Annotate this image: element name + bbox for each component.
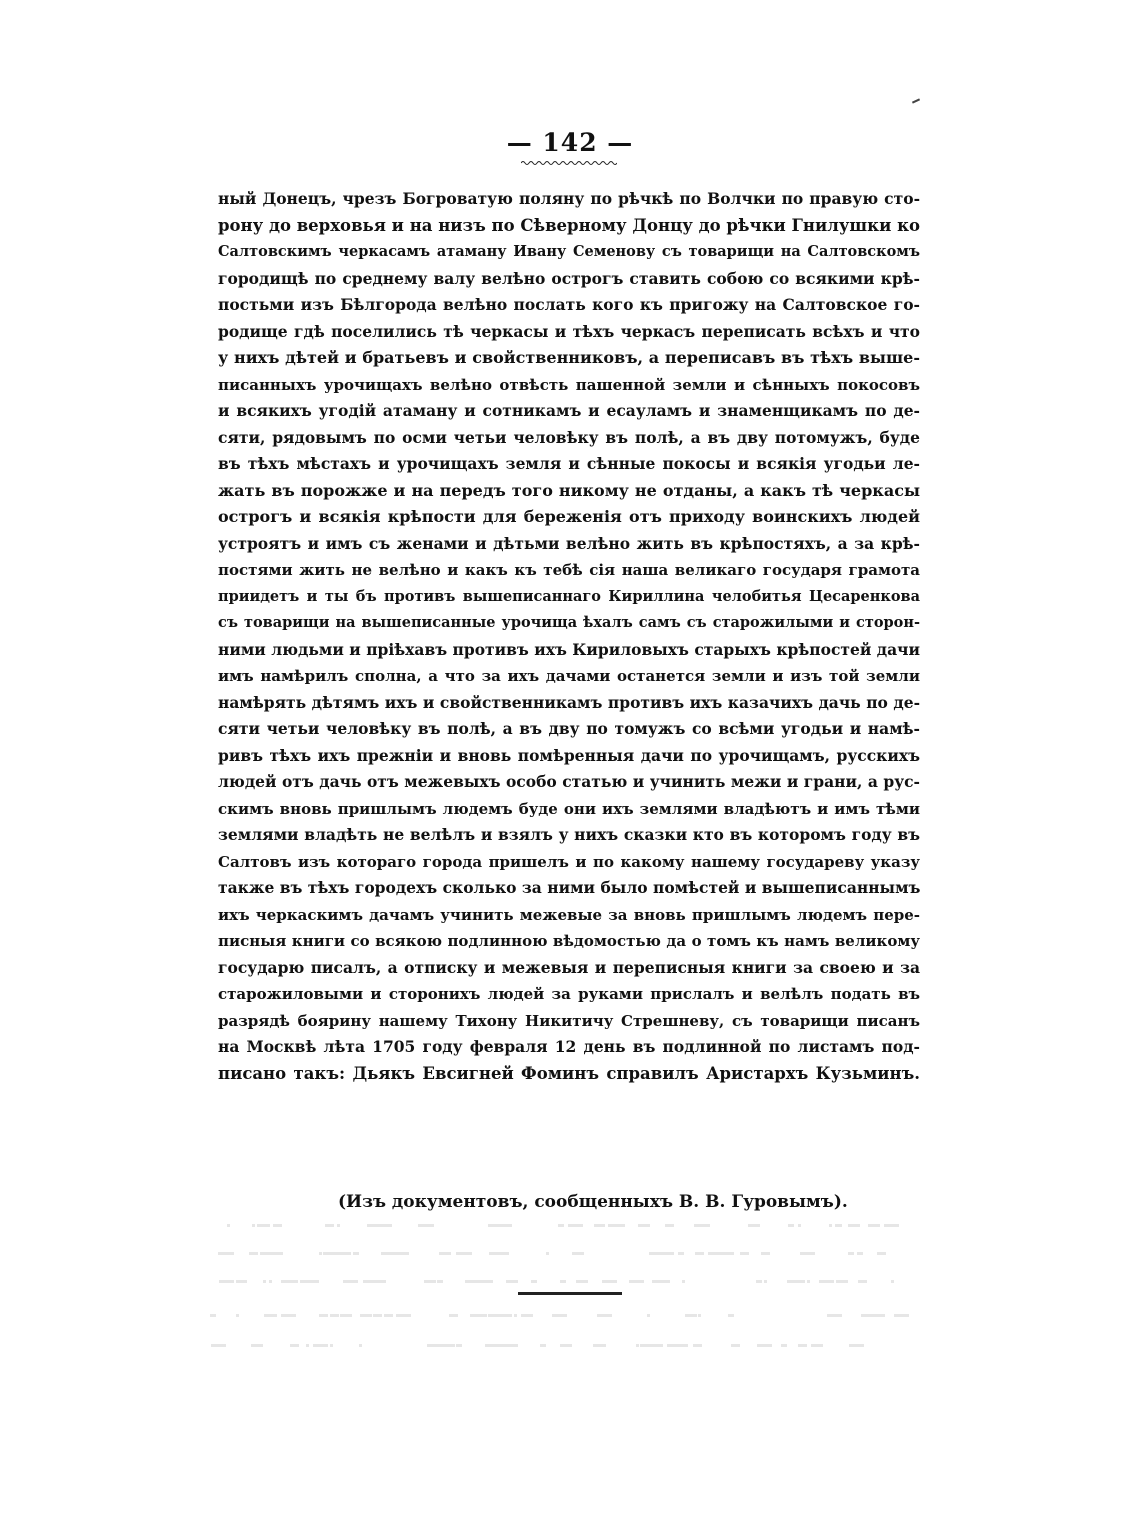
text-line: имъ намѣрилъ сполна, а что за ихъ дачами останется земли и изъ той земли: [218, 667, 920, 685]
separator-rule: [518, 1292, 622, 1295]
text-line: городищѣ по среднему валу велѣно острогъ ставить собою со всякими крѣ-: [218, 268, 920, 288]
text-line: также въ тѣхъ городехъ сколько за ними было помѣстей и вышеписаннымъ: [218, 878, 920, 897]
bleed-through-texture: [210, 1248, 910, 1260]
text-line: съ товарищи на вышеписанные урочища ѣхалъ самъ съ старожилыми и сторон-: [218, 614, 920, 631]
text-line: рону до верховья и на низъ по Сѣверному Донцу до рѣчки Гнилушки ко: [218, 215, 920, 235]
bleed-through-texture: [210, 1310, 910, 1322]
text-line: писныя книги со всякою подлинною вѣдомостью да о томъ къ намъ великому: [218, 932, 920, 950]
text-line: жать въ порожже и на передъ того никому не отданы, а какъ тѣ черкасы: [218, 480, 920, 500]
text-line: острогъ и всякія крѣпости для береженія отъ приходу воинскихъ людей: [218, 507, 920, 526]
text-line: намѣрять дѣтямъ ихъ и свойственникамъ противъ ихъ казачихъ дачь по де-: [218, 692, 920, 712]
text-line: сяти, рядовымъ по осми четьи человѣку въ полѣ, а въ дву потомужъ, буде: [218, 427, 920, 447]
text-line: Салтовскимъ черкасамъ атаману Ивану Семенову съ товарищи на Салтовскомъ: [218, 243, 920, 260]
text-line: ный Донецъ, чрезъ Богроватую поляну по рѣчкѣ по Волчки по правую сто-: [218, 189, 920, 208]
source-note: (Изъ документовъ, сообщенныхъ В. В. Гуровымъ).: [338, 1192, 848, 1212]
text-line: ними людьми и пріѣхавъ противъ ихъ Кириловыхъ старыхъ крѣпостей дачи: [218, 639, 920, 659]
text-line: ривъ тѣхъ ихъ прежніи и вновь помѣренныя дачи по урочищамъ, русскихъ: [218, 745, 920, 765]
body-text: [218, 186, 920, 1087]
bleed-through-texture: [210, 1340, 910, 1352]
text-line: на Москвѣ лѣта 1705 году февраля 12 день въ подлинной по листамъ под-: [218, 1037, 920, 1056]
text-line: и всякихъ угодій атаману и сотникамъ и есауламъ и знаменщикамъ по де-: [218, 401, 920, 420]
text-line: землями владѣть не велѣлъ и взялъ у нихъ сказки кто въ которомъ году въ: [218, 825, 920, 844]
bleed-through-texture: [210, 1276, 910, 1288]
text-line: сяти четьи человѣку въ полѣ, а въ дву по томужъ со всѣми угодьи и намѣ-: [218, 719, 920, 738]
text-line: писано такъ: Дьякъ Евсигней Фоминъ справилъ Аристархъ Кузьминъ.: [218, 1063, 920, 1083]
text-line: разрядѣ боярину нашему Тихону Никитичу Стрешневу, съ товарищи писанъ: [218, 1011, 920, 1030]
text-line: приидетъ и ты бъ противъ вышеписаннаго Кириллина челобитья Цесаренкова: [218, 587, 920, 605]
text-line: скимъ вновь пришлымъ людемъ буде они ихъ землями владѣютъ и имъ тѣми: [218, 799, 920, 818]
stray-ink-mark: [912, 98, 920, 103]
page-number-ornament: [521, 160, 617, 166]
text-line: въ тѣхъ мѣстахъ и урочищахъ земля и сѣнные покосы и всякія угодьи ле-: [218, 454, 920, 473]
text-line: постями жить не велѣно и какъ къ тебѣ сія наша великаго государя грамота: [218, 561, 920, 579]
text-line: старожиловыми и сторонихъ людей за руками прислалъ и велѣлъ подать въ: [218, 985, 920, 1003]
page-number: — 142 —: [506, 128, 634, 157]
text-line: людей отъ дачь отъ межевыхъ особо статью и учинить межи и грани, а рус-: [218, 772, 920, 791]
text-line: государю писалъ, а отписку и межевыя и переписныя книги за своею и за: [218, 957, 920, 977]
text-line: ихъ черкаскимъ дачамъ учинить межевые за вновь пришлымъ людемъ пере-: [218, 905, 920, 924]
text-line: писанныхъ урочищахъ велѣно отвѣсть пашенной земли и сѣнныхъ покосовъ: [218, 375, 920, 394]
text-line: родище гдѣ поселились тѣ черкасы и тѣхъ черкасъ переписать всѣхъ и что: [218, 321, 920, 341]
text-line: постьми изъ Бѣлгорода велѣно послать кого къ пригожу на Салтовское го-: [218, 295, 920, 314]
bleed-through-texture: [210, 1220, 910, 1232]
text-line: устроятъ и имъ съ женами и дѣтьми велѣно жить въ крѣпостяхъ, а за крѣ-: [218, 533, 920, 553]
text-line: у нихъ дѣтей и братьевъ и свойственниковъ, а переписавъ въ тѣхъ выше-: [218, 348, 920, 367]
text-line: Салтовъ изъ котораго города пришелъ и по какому нашему государеву указу: [218, 852, 920, 871]
